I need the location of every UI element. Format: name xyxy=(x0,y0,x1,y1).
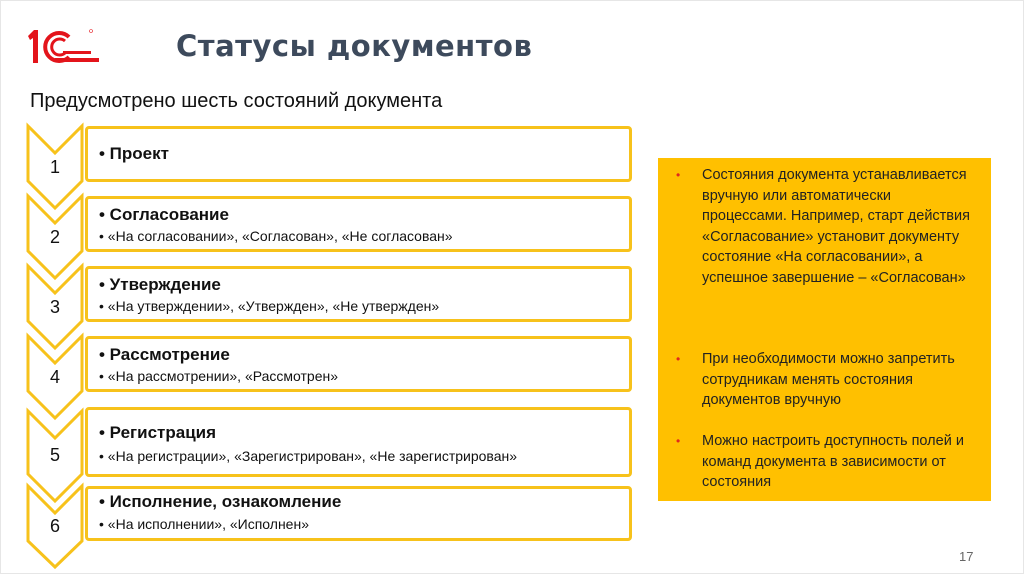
step-number: 3 xyxy=(49,297,60,317)
step-title: • Исполнение, ознакомление xyxy=(99,492,342,511)
step-box-confirmation xyxy=(85,266,632,322)
step-states: • «На согласовании», «Согласован», «Не согласован» xyxy=(99,228,453,244)
step-title: • Регистрация xyxy=(99,423,217,442)
step-box-registration xyxy=(85,407,632,477)
step-number: 2 xyxy=(49,227,60,247)
step-title: • Согласование xyxy=(99,205,229,224)
bullet: • xyxy=(676,168,681,182)
step-number: 4 xyxy=(49,367,60,387)
page-title: Статусы документов xyxy=(176,29,533,63)
step-title: • Проект xyxy=(99,144,169,163)
step-title: • Рассмотрение xyxy=(99,345,230,364)
bullet: • xyxy=(676,352,681,366)
step-states: • «На рассмотрении», «Рассмотрен» xyxy=(99,368,339,384)
step-number: 5 xyxy=(49,445,60,465)
panel-item: При необходимости можно запретить сотрудникам менять состояния документов вручную xyxy=(702,351,955,408)
step-box-approval xyxy=(85,196,632,252)
step-states: • «На утверждении», «Утвержден», «Не утвержден» xyxy=(99,298,440,314)
panel-item: Состояния документа устанавливается вручную или автоматически процессами. Например, старт действия «Согласование» установит документу состояние «На согласовании», а успешное завершение – «Согласован» xyxy=(702,167,970,286)
step-states: • «На исполнении», «Исполнен» xyxy=(99,516,309,532)
info-panel xyxy=(658,158,991,501)
bullet: • xyxy=(676,434,681,448)
page-number: 17 xyxy=(959,549,974,564)
step-box-review xyxy=(85,336,632,392)
step-number: 6 xyxy=(49,516,60,536)
subtitle: Предусмотрено шесть состояний документа xyxy=(30,90,443,112)
panel-item: Можно настроить доступность полей и команд документа в зависимости от состояния xyxy=(702,433,964,490)
step-number: 1 xyxy=(49,157,60,177)
step-title: • Утверждение xyxy=(99,275,221,294)
step-box-execution xyxy=(85,486,632,541)
step-box-project xyxy=(85,126,632,182)
step-states: • «На регистрации», «Зарегистрирован», «Не зарегистрирован» xyxy=(99,448,518,464)
